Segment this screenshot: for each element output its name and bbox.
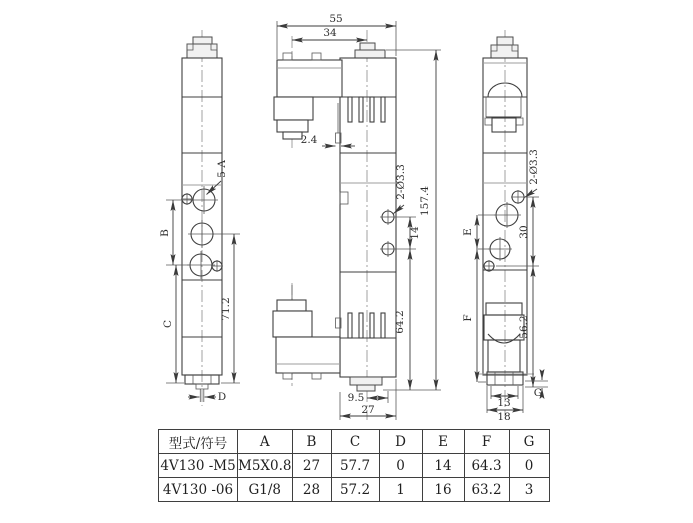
spec-row-4v130-06 xyxy=(159,478,550,502)
top-nub xyxy=(497,37,513,45)
top-nub xyxy=(360,43,375,50)
cell-E: 16 xyxy=(422,478,464,502)
bottom-cap xyxy=(350,377,382,385)
fins-bottom xyxy=(348,313,385,338)
port-holes-front xyxy=(488,202,521,261)
solenoid-bottom xyxy=(273,285,340,379)
dim-13: 13 xyxy=(497,397,511,409)
cell-G: 3 xyxy=(509,478,549,502)
coil-top xyxy=(274,97,313,120)
dim-71-2: 71.2 xyxy=(220,297,232,321)
dim-27: 27 xyxy=(361,404,375,416)
dim-G: G xyxy=(533,387,543,399)
header-D: D xyxy=(379,430,422,454)
header-B: B xyxy=(292,430,331,454)
cell-C: 57.2 xyxy=(331,478,379,502)
port-callout-5a: 5-A xyxy=(216,160,228,178)
dim-14: 14 xyxy=(409,226,421,240)
dim-157-4: 157.4 xyxy=(419,185,431,217)
coil-connector-top xyxy=(277,60,342,97)
dim-34: 34 xyxy=(323,27,337,39)
hole-callout-right: 2-Ø3.3 xyxy=(528,149,540,185)
spec-table xyxy=(158,429,550,502)
right-view xyxy=(462,30,548,423)
dim-B: B xyxy=(159,229,171,237)
header-G: G xyxy=(509,430,549,454)
dim-C: C xyxy=(162,319,174,329)
cell-F: 63.2 xyxy=(464,478,509,502)
cell-model: 4V130 -06 xyxy=(159,478,238,502)
cell-G: 0 xyxy=(509,454,549,478)
spec-row-4v130-m5 xyxy=(159,454,550,478)
dim-18: 18 xyxy=(497,411,511,423)
cell-E: 14 xyxy=(422,454,464,478)
header-E: E xyxy=(422,430,464,454)
dim-9-5: 9.5 xyxy=(347,392,365,404)
cell-A: M5X0.8 xyxy=(238,454,293,478)
dim-D: D xyxy=(217,391,227,403)
spec-header-row xyxy=(159,430,550,454)
center-view xyxy=(273,13,441,420)
mounting-holes-side xyxy=(380,209,396,257)
dim-2-4: 2.4 xyxy=(300,134,318,146)
cell-B: 27 xyxy=(292,454,331,478)
cell-D: 0 xyxy=(379,454,422,478)
dim-56-2: 56.2 xyxy=(518,315,530,339)
cell-A: G1/8 xyxy=(238,478,293,502)
dim-30: 30 xyxy=(518,225,530,239)
left-view xyxy=(159,30,240,406)
top-cap xyxy=(355,50,385,58)
header-F: F xyxy=(464,430,509,454)
coil-connector-bottom xyxy=(276,337,340,373)
header-A: A xyxy=(238,430,293,454)
coil-bottom xyxy=(273,311,312,337)
solenoid-top xyxy=(274,53,342,139)
dim-F: F xyxy=(462,314,474,322)
cell-F: 64.3 xyxy=(464,454,509,478)
cell-C: 57.7 xyxy=(331,454,379,478)
bottom-nub xyxy=(357,385,375,391)
cell-model: 4V130 -M5 xyxy=(159,454,238,478)
left-dimensions xyxy=(159,160,240,403)
top-cap xyxy=(491,45,518,58)
dim-55: 55 xyxy=(329,13,343,25)
dim-E: E xyxy=(462,228,474,236)
cell-D: 1 xyxy=(379,478,422,502)
cell-B: 28 xyxy=(292,478,331,502)
header-C: C xyxy=(331,430,379,454)
hole-callout-center: 2-Ø3.3 xyxy=(395,164,407,200)
dim-64-2: 64.2 xyxy=(394,310,406,334)
header-model: 型式/符号 xyxy=(159,430,238,454)
fins-top xyxy=(348,97,385,122)
top-cap xyxy=(187,44,217,58)
